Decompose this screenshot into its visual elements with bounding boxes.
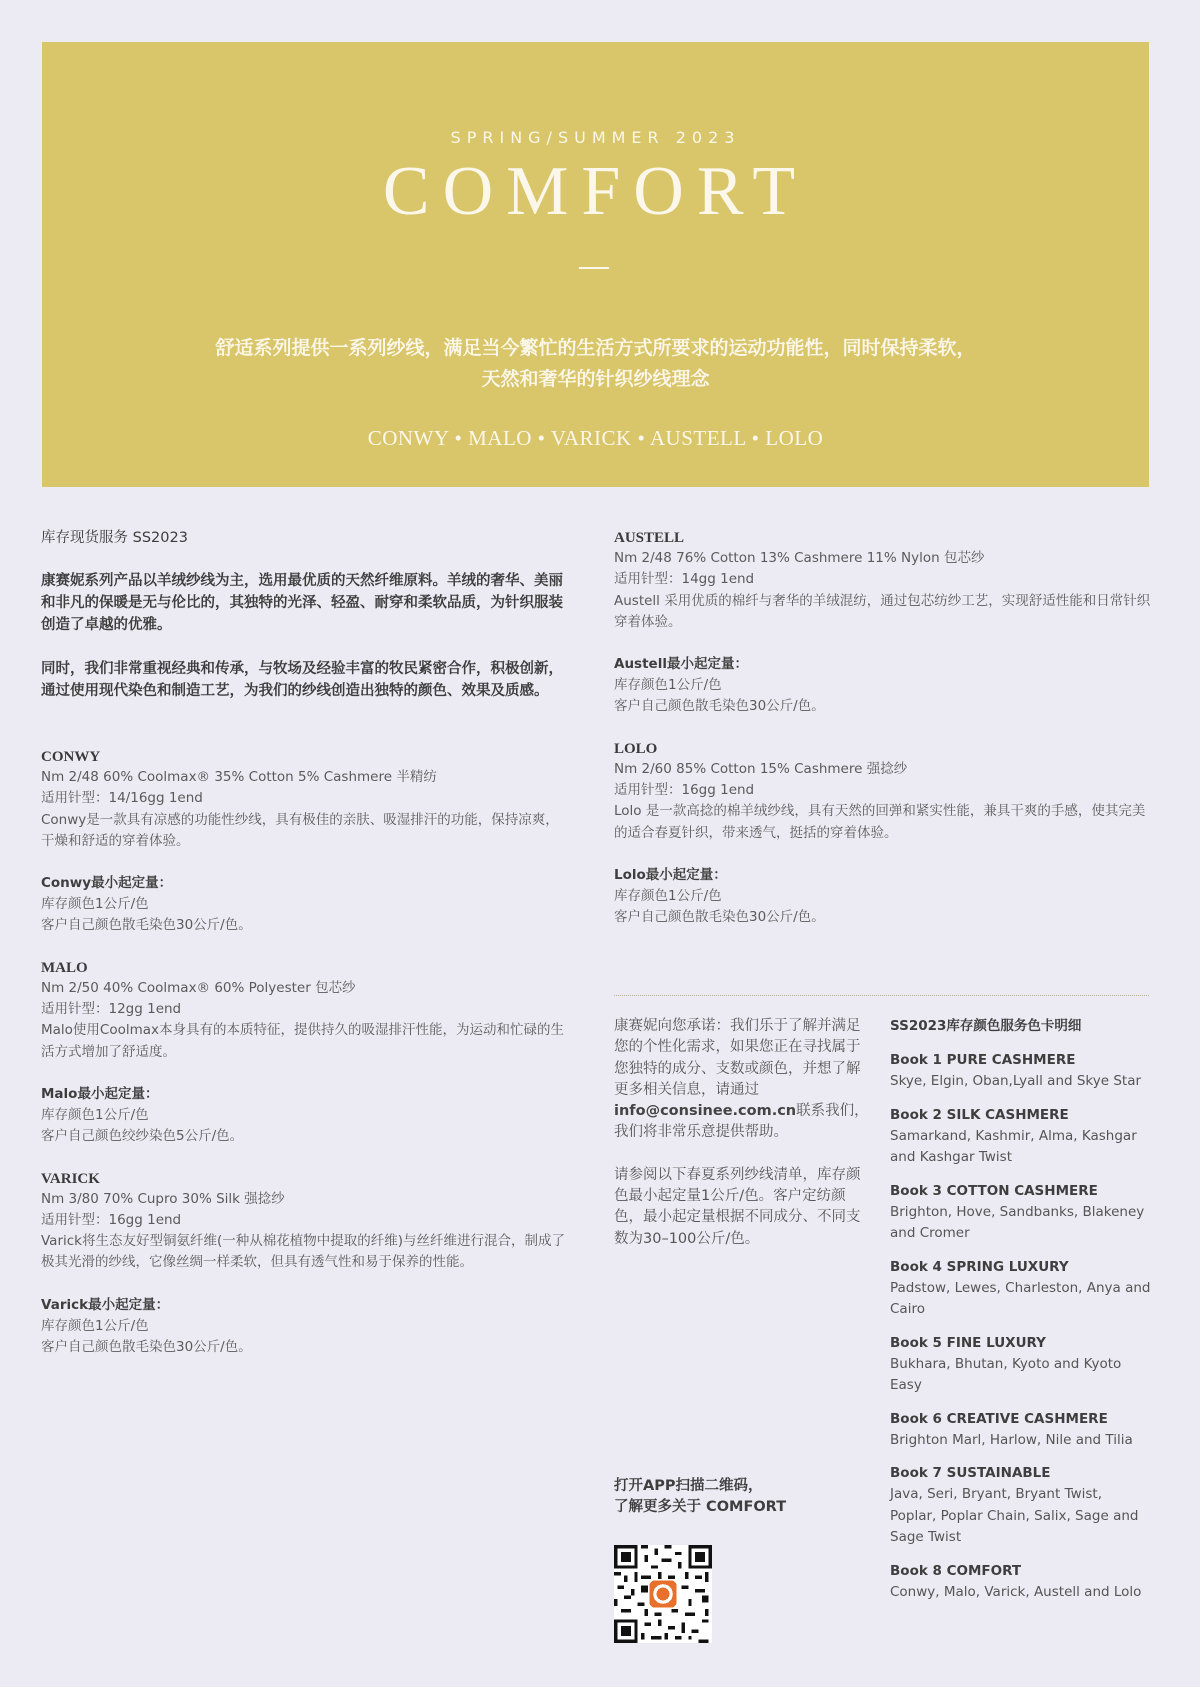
qr-caption-line-2: 了解更多关于 COMFORT (614, 1499, 787, 1515)
books-heading: SS2023库存颜色服务色卡明细 (890, 1018, 1082, 1034)
book-yarns: Brighton Marl, Harlow, Nile and Tilia (890, 1431, 1133, 1448)
book-item (890, 1409, 1152, 1452)
product-name: VARICK (41, 1170, 100, 1187)
promise-text-after: 联系我们，我们将非常乐意提供帮助。 (614, 1103, 869, 1141)
book-item (890, 1561, 1152, 1604)
book-title: Book 1 PURE CASHMERE (890, 1052, 1076, 1068)
product-malo (41, 958, 571, 1148)
product-name: MALO (41, 959, 88, 976)
moq-stock: 库存颜色1公斤/色 (614, 677, 722, 694)
product-gauge: 适用针型：16gg 1end (41, 1211, 182, 1228)
moq-heading: Austell最小起定量： (614, 656, 748, 673)
product-name: LOLO (614, 740, 658, 757)
product-gauge: 适用针型：16gg 1end (614, 782, 755, 799)
intro-paragraph-1: 康赛妮系列产品以羊绒纱线为主，选用最优质的天然纤维原料。羊绒的奢华、美丽和非凡的保暖是无与伦比的，其独特的光泽、轻盈、耐穿和柔软品质，为针织服装创造了卓越的优雅。 (41, 573, 563, 633)
moq-note-paragraph: 请参阅以下春夏系列纱线清单，库存颜色最小起定量1公斤/色。客户定纺颜色，最小起定量根据不同成分、不同支数为30–100公斤/色。 (614, 1166, 861, 1247)
qr-caption-line-1: 打开APP扫描二维码， (614, 1478, 763, 1494)
product-description: Conwy是一款具有凉感的功能性纱线，具有极佳的亲肤、吸湿排汗的功能，保持凉爽，干燥和舒适的穿着体验。 (41, 811, 559, 849)
book-yarns: Brighton, Hove, Sandbanks, Blakeney and Cromer (890, 1203, 1145, 1241)
left-column (41, 528, 571, 1358)
product-name: AUSTELL (614, 530, 685, 546)
book-title: Book 5 FINE LUXURY (890, 1334, 1046, 1351)
moq-heading: Varick最小起定量： (41, 1296, 170, 1313)
book-item (890, 1257, 1152, 1321)
product-line-list: CONWY • MALO • VARICK • AUSTELL • LOLO (367, 426, 824, 450)
book-title: Book 6 CREATIVE CASHMERE (890, 1410, 1108, 1427)
book-title: Book 8 COMFORT (890, 1562, 1022, 1579)
product-gauge: 适用针型：12gg 1end (41, 1001, 182, 1018)
contact-email-link[interactable]: info@consinee.com.cn (614, 1103, 797, 1120)
qr-code[interactable] (614, 1545, 712, 1643)
description-line-2: 天然和奢华的针织纱线理念 (481, 368, 710, 390)
promise-paragraph (614, 1016, 872, 1144)
right-column (614, 528, 1154, 929)
moq-heading: Conwy最小起定量： (41, 875, 173, 892)
book-item (890, 1050, 1152, 1093)
product-spec: Nm 2/50 40% Coolmax® 60% Polyester 包芯纱 (41, 979, 356, 996)
service-promise (614, 1016, 872, 1250)
moq-stock: 库存颜色1公斤/色 (41, 896, 149, 913)
book-title: Book 2 SILK CASHMERE (890, 1106, 1069, 1123)
product-austell (614, 528, 1154, 718)
book-item (890, 1463, 1152, 1549)
book-item (890, 1105, 1152, 1169)
qr-caption (614, 1476, 872, 1518)
moq-custom: 客户自己颜色散毛染色30公斤/色。 (614, 698, 825, 715)
moq-heading: Lolo最小起定量： (614, 866, 727, 883)
title-divider (579, 267, 609, 269)
book-yarns: Conwy, Malo, Varick, Austell and Lolo (890, 1583, 1142, 1600)
moq-stock: 库存颜色1公斤/色 (41, 1106, 149, 1123)
section-divider (614, 995, 1149, 996)
book-yarns: Samarkand, Kashmir, Alma, Kashgar and Kashgar Twist (890, 1127, 1137, 1165)
book-item (890, 1181, 1152, 1245)
product-description: Lolo 是一款高捻的棉羊绒纱线，具有天然的回弹和紧实性能，兼具干爽的手感，使其完美的适合春夏针织，带来透气，挺括的穿着体验。 (614, 803, 1146, 841)
product-spec: Nm 2/48 60% Coolmax® 35% Cotton 5% Cashmere 半精纺 (41, 769, 437, 785)
product-name: CONWY (41, 749, 101, 765)
collection-title: COMFORT (382, 153, 809, 230)
book-title: Book 3 COTTON CASHMERE (890, 1182, 1098, 1199)
product-gauge: 适用针型：14/16gg 1end (41, 790, 203, 807)
product-lolo (614, 739, 1154, 929)
product-description: Varick将生态友好型铜氨纤维(一种从棉花植物中提取的纤维)与丝纤维进行混合，制成了极其光滑的纱线，它像丝绸一样柔软，但具有透气性和易于保养的性能。 (41, 1233, 566, 1271)
moq-custom: 客户自己颜色散毛染色30公斤/色。 (41, 1339, 252, 1356)
book-yarns: Bukhara, Bhutan, Kyoto and Kyoto Easy (890, 1355, 1122, 1393)
product-conwy (41, 747, 571, 937)
header-banner (42, 42, 1149, 487)
product-spec: Nm 3/80 70% Cupro 30% Silk 强捻纱 (41, 1190, 285, 1207)
moq-stock: 库存颜色1公斤/色 (41, 1317, 149, 1334)
moq-custom: 客户自己颜色绞纱染色5公斤/色。 (41, 1128, 244, 1145)
book-yarns: Skye, Elgin, Oban,Lyall and Skye Star (890, 1073, 1142, 1089)
color-card-books (890, 1016, 1152, 1615)
product-spec: Nm 2/48 76% Cotton 13% Cashmere 11% Nylon 包芯纱 (614, 550, 985, 566)
moq-custom: 客户自己颜色散毛染色30公斤/色。 (614, 909, 825, 926)
product-gauge: 适用针型：14gg 1end (614, 571, 755, 588)
product-varick (41, 1169, 571, 1359)
stock-service-heading: 库存现货服务 SS2023 (41, 530, 188, 546)
promise-text-before: 康赛妮向您承诺：我们乐于了解并满足您的个性化需求，如果您正在寻找属于您独特的成分、支数或颜色，并想了解更多相关信息，请通过 (614, 1018, 861, 1098)
product-description: Austell 采用优质的棉纤与奢华的羊绒混纺，通过包芯纺纱工艺，实现舒适性能和日常针织穿着体验。 (614, 592, 1151, 630)
book-yarns: Padstow, Lewes, Charleston, Anya and Cairo (890, 1279, 1151, 1317)
book-item (890, 1333, 1152, 1397)
moq-custom: 客户自己颜色散毛染色30公斤/色。 (41, 917, 252, 934)
book-yarns: Java, Seri, Bryant, Bryant Twist, Poplar, Poplar Chain, Salix, Sage and Sage Twist (890, 1486, 1139, 1545)
intro-paragraph-2: 同时，我们非常重视经典和传承，与牧场及经验丰富的牧民紧密合作，积极创新，通过使用现代染色和制造工艺，为我们的纱线创造出独特的颜色、效果及质感。 (41, 661, 563, 699)
product-description: Malo使用Coolmax本身具有的本质特征，提供持久的吸湿排汗性能，为运动和忙碌的生活方式增加了舒适度。 (41, 1022, 565, 1060)
book-title: Book 7 SUSTAINABLE (890, 1465, 1051, 1481)
moq-stock: 库存颜色1公斤/色 (614, 887, 722, 904)
description-line-1: 舒适系列提供一系列纱线，满足当今繁忙的生活方式所要求的运动功能性，同时保持柔软， (215, 337, 976, 359)
season-label: SPRING/SUMMER 2023 (450, 128, 741, 147)
collection-description (102, 333, 1089, 395)
product-spec: Nm 2/60 85% Cotton 15% Cashmere 强捻纱 (614, 760, 908, 777)
moq-heading: Malo最小起定量： (41, 1085, 159, 1102)
book-title: Book 4 SPRING LUXURY (890, 1258, 1069, 1275)
